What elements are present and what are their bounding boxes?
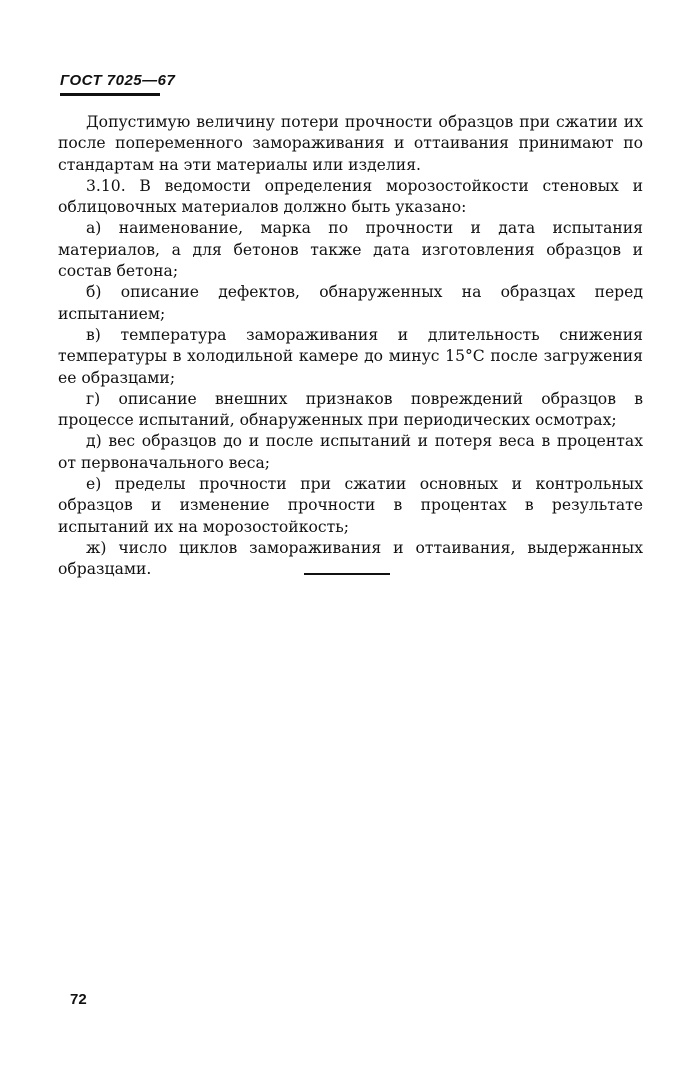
document-header: ГОСТ 7025—67	[60, 72, 176, 89]
list-item-g: г) описание внешних признаков повреждений образцов в процессе испытаний, обнаруженных при периодических осмотрах;	[58, 389, 643, 430]
list-item-v: в) температура замораживания и длительность снижения температуры в холодильной камере до минус 15°С после загружения ее образцами;	[58, 325, 643, 387]
body-text	[58, 112, 643, 581]
section-end-rule	[304, 573, 390, 575]
paragraph-loss-of-strength: Допустимую величину потери прочности образцов при сжатии их после попеременного замораживания и оттаивания принимают по стандартам на эти материалы или изделия.	[58, 113, 643, 174]
list-item-d: д) вес образцов до и после испытаний и потеря веса в процентах от первоначального веса;	[58, 432, 643, 472]
list-item-b: б) описание дефектов, обнаруженных на образцах перед испытанием;	[58, 283, 643, 323]
paragraph-3-10: 3.10. В ведомости определения морозостойкости стеновых и облицовочных материалов должно быть указано:	[58, 176, 643, 217]
header-rule	[60, 93, 160, 96]
list-item-e: е) пределы прочности при сжатии основных и контрольных образцов и изменение прочности в процентах в результате испытаний их на морозостойкость;	[58, 475, 643, 536]
page-number: 72	[70, 991, 87, 1008]
list-item-a: а) наименование, марка по прочности и дата испытания материалов, а для бетонов также дата изготовления образцов и состав бетона;	[58, 219, 643, 281]
list-item-zh: ж) число циклов замораживания и оттаивания, выдержанных образцами.	[58, 538, 643, 579]
